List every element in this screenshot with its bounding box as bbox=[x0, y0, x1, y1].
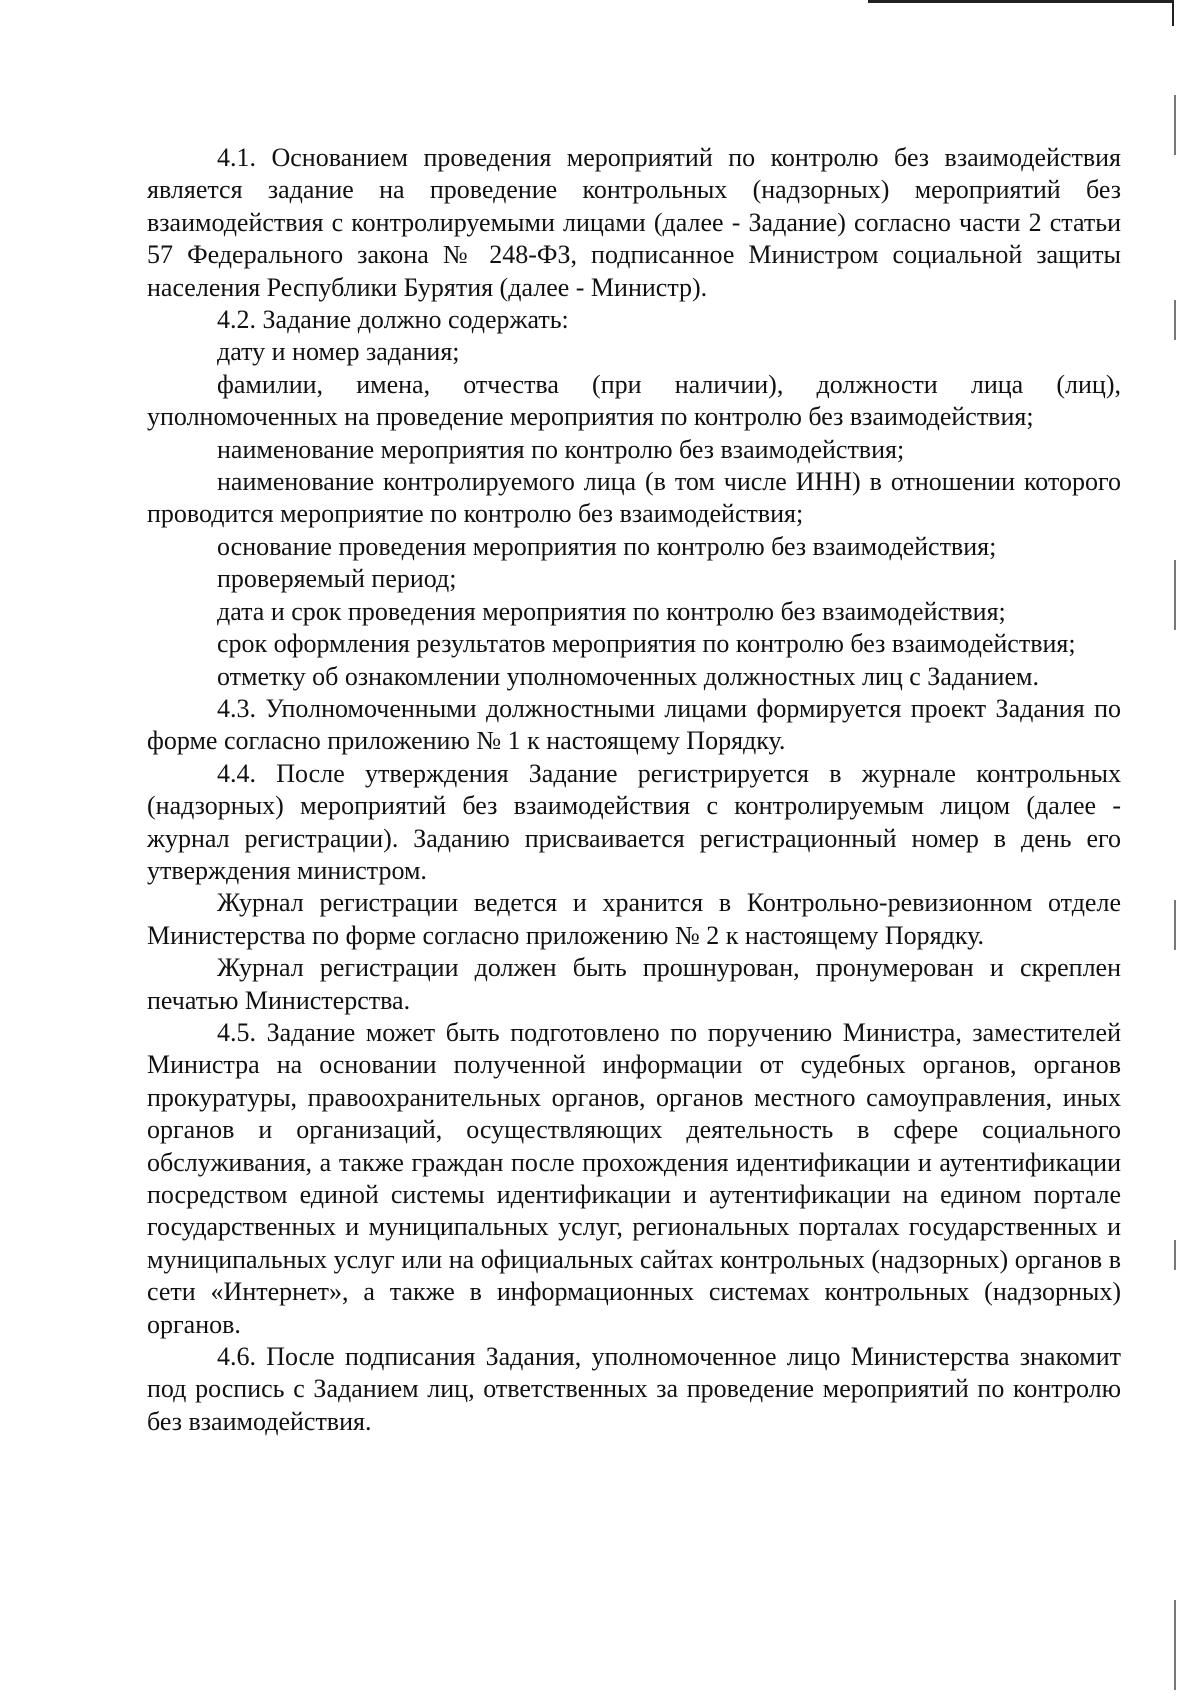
scan-edge-mark bbox=[1174, 1240, 1176, 1270]
list-item: наименование контролируемого лица (в том числе ИНН) в отношении которого проводится мероприятие по контролю без взаимодействия; bbox=[147, 467, 1121, 529]
scan-edge-mark bbox=[1174, 300, 1176, 340]
list-item: наименование мероприятия по контролю без взаимодействия; bbox=[217, 434, 905, 464]
scan-border-top bbox=[868, 0, 1174, 3]
list-item: проверяемый период; bbox=[217, 564, 457, 594]
scan-edge-mark bbox=[1174, 900, 1176, 950]
list-item: отметку об ознакомлении уполномоченных должностных лиц с Заданием. bbox=[217, 661, 1039, 691]
scan-border-corner bbox=[1172, 0, 1174, 26]
paragraph-4-4: 4.4. После утверждения Задание регистрируется в журнале контрольных (надзорных) мероприятий без взаимодействия с контролируемым лицом (далее - журнал регистрации). Заданию присваивается регистрационный номер в день его утверждения министром. bbox=[147, 758, 1121, 885]
paragraph-journal-binding: Журнал регистрации должен быть прошнурован, пронумерован и скреплен печатью Министерства. bbox=[147, 953, 1121, 1015]
scan-edge-mark bbox=[1174, 95, 1176, 155]
list-item: фамилии, имена, отчества (при наличии), должности лица (лиц), уполномоченных на проведение мероприятия по контролю без взаимодействия; bbox=[147, 369, 1121, 432]
list-item: основание проведения мероприятия по контролю без взаимодействия; bbox=[217, 531, 997, 561]
list-item: дата и срок проведения мероприятия по контролю без взаимодействия; bbox=[217, 596, 1006, 626]
paragraph-journal-storage: Журнал регистрации ведется и хранится в Контрольно-ревизионном отделе Министерства по форме согласно приложению № 2 к настоящему Порядку. bbox=[147, 888, 1121, 950]
scan-edge-mark bbox=[1174, 560, 1176, 630]
paragraph-4-6: 4.6. После подписания Задания, уполномоченное лицо Министерства знакомит под роспись с Заданием лиц, ответственных за проведение мероприятий по контролю без взаимодействия. bbox=[147, 1342, 1121, 1436]
scan-edge-mark bbox=[1174, 1600, 1176, 1690]
paragraph-4-3: 4.3. Уполномоченными должностными лицами формируется проект Задания по форме согласно приложению № 1 к настоящему Порядку. bbox=[147, 693, 1121, 756]
list-item: дату и номер задания; bbox=[217, 337, 460, 367]
paragraph-4-5: 4.5. Задание может быть подготовлено по поручению Министра, заместителей Министра на основании полученной информации от судебных органов, органов прокуратуры, правоохранительных органов, органов местного самоуправления, иных органов и организаций, осуществляющих деятельность в сфере социального обслуживания, а также граждан после прохождения идентификации и аутентификации посредством единой системы идентификации и аутентификации на едином портале государственных и муниципальных услуг, региональных порталах государственных и муниципальных услуг или на официальных сайтах контрольных (надзорных) органов в сети «Интернет», а также в информационных системах контрольных (надзорных) органов. bbox=[147, 1017, 1121, 1339]
list-item: срок оформления результатов мероприятия по контролю без взаимодействия; bbox=[217, 629, 1076, 659]
paragraph-4-2: 4.2. Задание должно содержать: bbox=[217, 305, 569, 335]
document-page bbox=[147, 142, 1121, 1438]
paragraph-4-1: 4.1. Основанием проведения мероприятий по контролю без взаимодействия является задание на проведение контрольных (надзорных) мероприятий без взаимодействия с контролируемыми лицами (далее - Задание) согласно части 2 статьи 57 Федерального закона № 248-ФЗ, подписанное Министром социальной защиты населения Республики Бурятия (далее - Министр). bbox=[147, 143, 1121, 302]
